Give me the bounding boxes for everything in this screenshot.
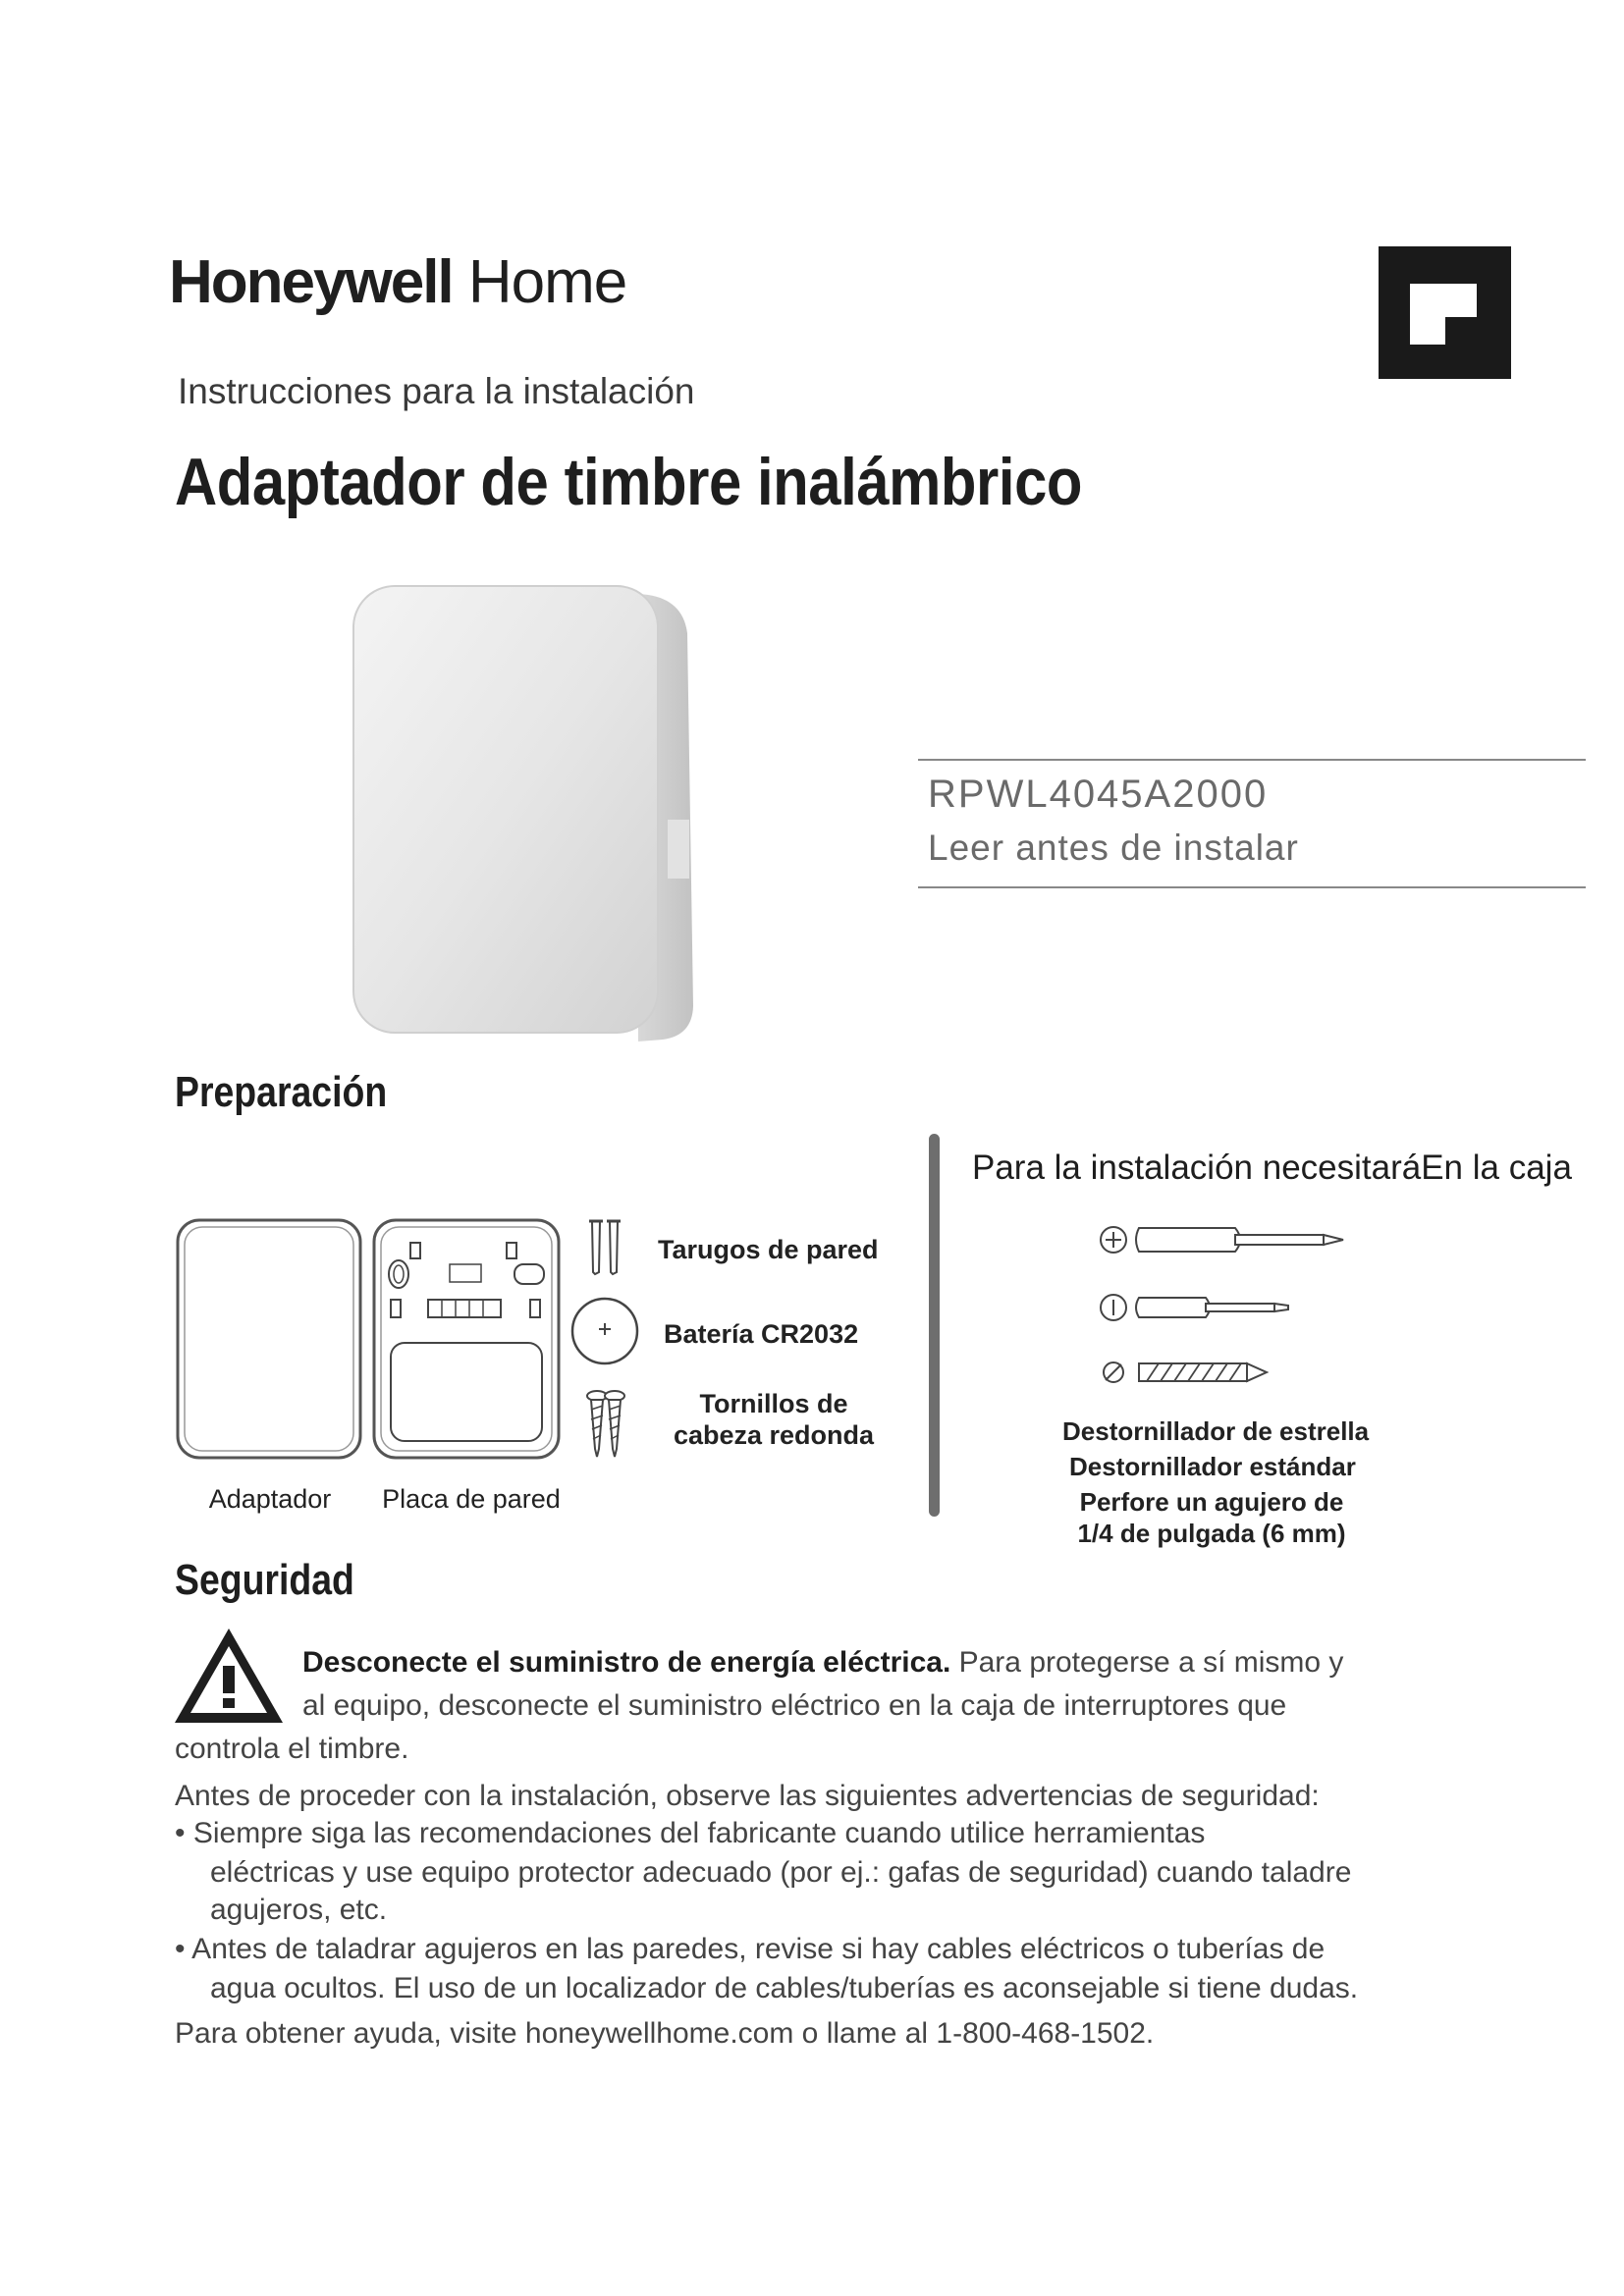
safety-heading: Seguridad (175, 1556, 354, 1604)
safety-intro: Antes de proceder con la instalación, observe las siguientes advertencias de seguridad: (175, 1780, 1320, 1812)
brand-logo (169, 247, 626, 317)
wall-plate-illustration (371, 1217, 562, 1461)
page-title: Adaptador de timbre inalámbrico (175, 445, 1083, 519)
product-image (344, 574, 707, 1045)
drill-label (1064, 1486, 1359, 1549)
warning-line-2: al equipo, desconecte el suministro eléctrico en la caja de interruptores que (302, 1689, 1287, 1722)
battery-label: Batería CR2032 (664, 1319, 859, 1349)
screws-label (656, 1388, 892, 1451)
warning-triangle-icon (171, 1625, 287, 1727)
flat-screwdriver-label: Destornillador estándar (1069, 1452, 1356, 1481)
bullet-1-line-1: • Siempre siga las recomendaciones del fabricante cuando utilice herramientas (175, 1817, 1206, 1849)
bullet-2-line-2: agua ocultos. El uso de un localizador de cables/tuberías es aconsejable si tiene dudas. (210, 1972, 1359, 2004)
wall-anchor-icon (587, 1217, 626, 1278)
help-contact: Para obtener ayuda, visite honeywellhome.com o llame al 1-800-468-1502. (175, 2017, 1155, 2050)
warning-bold: Desconecte el suministro de energía eléctrica. (302, 1646, 951, 1679)
document-subtitle: Instrucciones para la instalación (178, 371, 695, 411)
phillips-screwdriver-label: Destornillador de estrella (1062, 1416, 1370, 1446)
adapter-illustration (175, 1217, 363, 1461)
warning-line-1 (302, 1641, 1343, 1684)
bullet-2-line-1: • Antes de taladrar agujeros en las paredes, revise si hay cables eléctricos o tuberías de (175, 1933, 1326, 1965)
drill-label-line1: Perfore un agujero de (1079, 1487, 1344, 1517)
drill-label-line2: 1/4 de pulgada (6 mm) (1077, 1519, 1346, 1548)
phillips-screwdriver-icon (1098, 1222, 1348, 1257)
wall-anchors-label: Tarugos de pared (658, 1235, 879, 1264)
preparation-heading: Preparación (175, 1068, 388, 1116)
warning-rest: Para protegerse a sí mismo y (950, 1646, 1344, 1679)
bullet-1-line-3: agujeros, etc. (210, 1894, 388, 1926)
adapter-label: Adaptador (208, 1484, 332, 1514)
bullet-1-line-2: eléctricas y use equipo protector adecuado (por ej.: gafas de seguridad) cuando taladre (210, 1856, 1352, 1889)
brand-name-light: Home (467, 248, 627, 316)
battery-icon (569, 1296, 640, 1366)
brand-name-bold: Honeywell (169, 248, 453, 316)
screws-label-line2: cabeza redonda (673, 1420, 875, 1450)
model-info-box (918, 759, 1586, 888)
model-number: RPWL4045A2000 (928, 773, 1269, 816)
wall-plate-label: Placa de pared (382, 1484, 561, 1514)
flat-screwdriver-icon (1098, 1291, 1294, 1324)
warning-line-3: controla el timbre. (175, 1733, 409, 1765)
drill-bit-icon (1098, 1358, 1270, 1387)
tools-heading: Para la instalación necesitaráEn la caja (972, 1148, 1572, 1187)
screws-label-line1: Tornillos de (699, 1389, 848, 1418)
section-divider (929, 1134, 940, 1517)
logo-mark-icon (1379, 246, 1511, 379)
screw-icon (583, 1388, 628, 1461)
read-before-install-note: Leer antes de instalar (928, 828, 1299, 868)
